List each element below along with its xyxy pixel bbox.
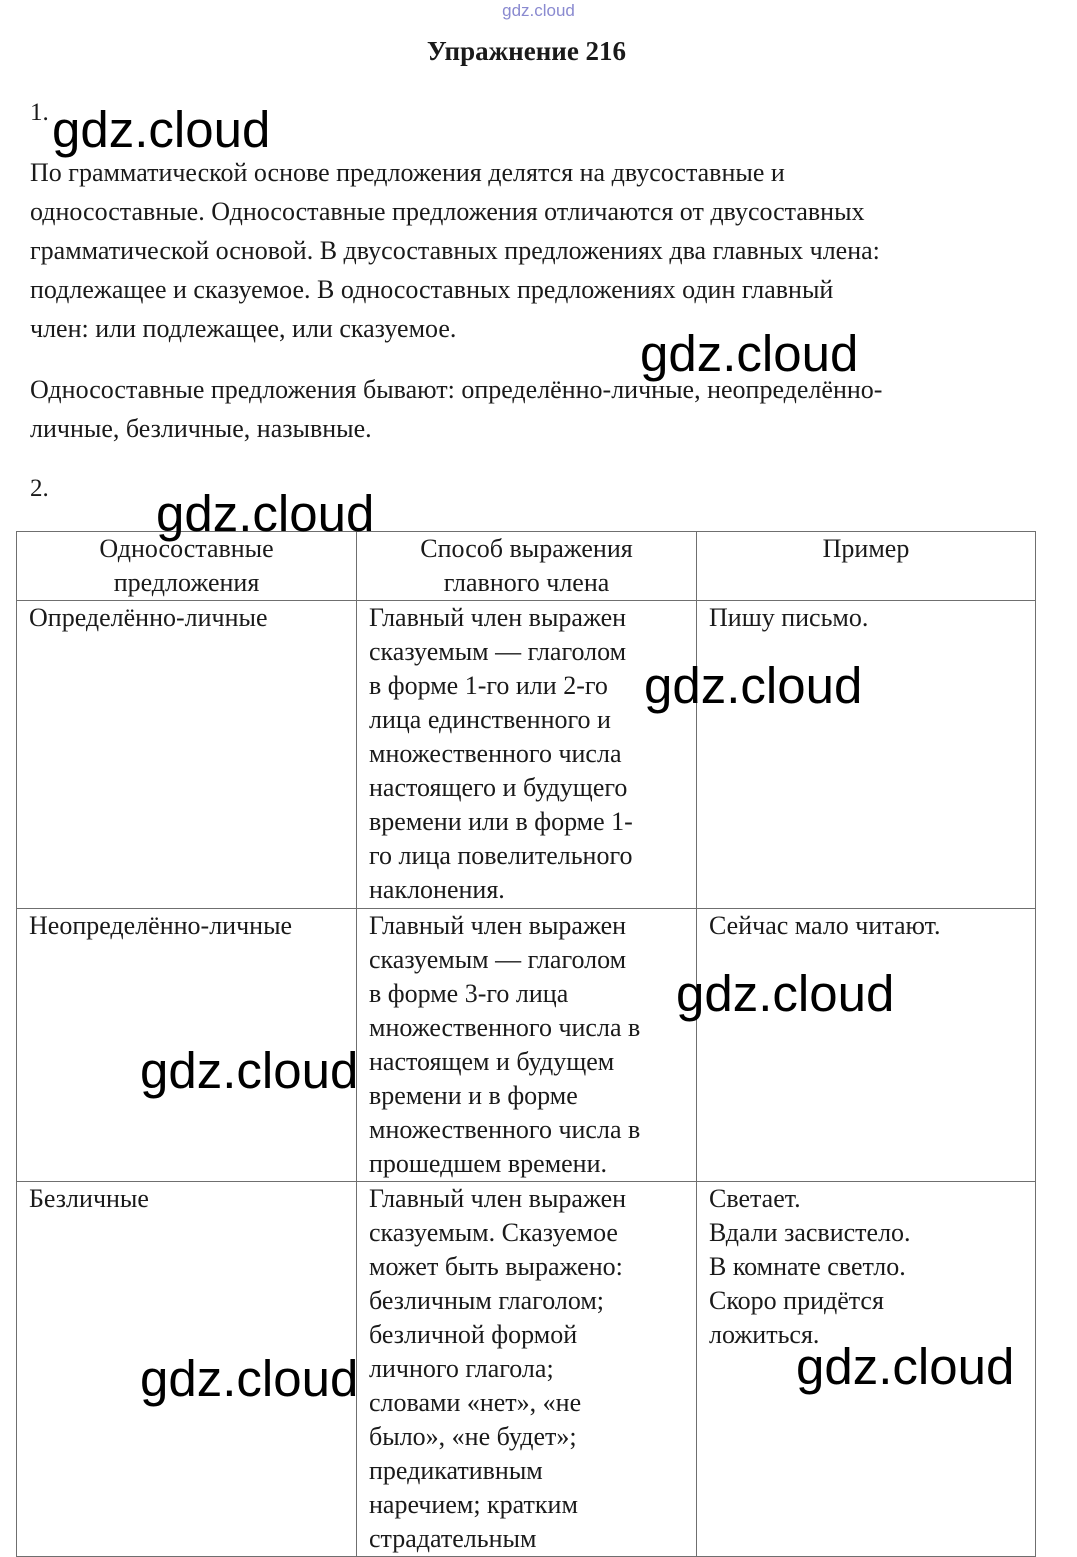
watermark: gdz.cloud	[140, 1350, 359, 1407]
text-line: подлежащее и сказуемое. В односоставных предложениях один главный	[30, 275, 834, 304]
cell-line: настоящем и будущем	[369, 1047, 615, 1076]
cell-line: безличным глаголом;	[369, 1286, 605, 1315]
cell-line: Вдали засвистело.	[709, 1218, 911, 1247]
cell-line: Скоро придётся	[709, 1286, 884, 1315]
cell-example	[697, 909, 1036, 1182]
cell-sentence-type: Безличные	[17, 1182, 357, 1557]
cell-line: настоящего и будущего	[369, 773, 628, 802]
watermark: gdz.cloud	[640, 325, 859, 382]
cell-line: предикативным	[369, 1456, 543, 1485]
cell-line: лица единственного и	[369, 705, 611, 734]
header-example	[697, 532, 1036, 601]
cell-line: словами «нет», «не	[369, 1388, 582, 1417]
cell-line: сказуемым — глаголом	[369, 945, 627, 974]
header-line: главного члена	[443, 568, 610, 597]
watermark: gdz.cloud	[796, 1338, 1015, 1395]
cell-line: Пишу письмо.	[709, 603, 869, 632]
text-line: личные, безличные, назывные.	[30, 414, 372, 443]
cell-line: в форме 3-го лица	[369, 979, 569, 1008]
cell-line: времени и в форме	[369, 1081, 578, 1110]
cell-line: Светает.	[709, 1184, 801, 1213]
cell-line: Сейчас мало читают.	[709, 911, 941, 940]
cell-line: может быть выражено:	[369, 1252, 623, 1281]
text-line: грамматической основой. В двусоставных предложениях два главных члена:	[30, 236, 880, 265]
cell-line: наклонения.	[369, 875, 505, 904]
cell-example	[697, 601, 1036, 909]
cell-line: Главный член выражен	[369, 1184, 627, 1213]
site-label: gdz.cloud	[502, 1, 575, 20]
cell-line: безличной формой	[369, 1320, 578, 1349]
section-1-paragraph-1	[30, 153, 1020, 348]
watermark: gdz.cloud	[676, 965, 895, 1022]
section-2-number: 2.	[30, 475, 49, 502]
watermark: gdz.cloud	[140, 1042, 359, 1099]
exercise-title: Упражнение 216	[426, 36, 627, 66]
cell-line: Главный член выражен	[369, 603, 627, 632]
cell-method	[357, 601, 697, 909]
cell-line: личного глагола;	[369, 1354, 554, 1383]
cell-sentence-type: Определённо-личные	[17, 601, 357, 909]
section-1-paragraph-2	[30, 370, 1020, 448]
watermark: gdz.cloud	[52, 101, 271, 158]
cell-line: множественного числа в	[369, 1013, 641, 1042]
cell-line: в форме 1-го или 2-го	[369, 671, 608, 700]
text-line: По грамматической основе предложения делятся на двусоставные и	[30, 158, 785, 187]
cell-line: страдательным	[369, 1524, 537, 1553]
cell-line: прошедшем времени.	[369, 1149, 608, 1178]
header-line: Пример	[822, 534, 910, 563]
cell-line: сказуемым. Сказуемое	[369, 1218, 618, 1247]
cell-line: времени или в форме 1-	[369, 807, 633, 836]
table-row	[17, 601, 1036, 909]
cell-line: множественного числа в	[369, 1115, 641, 1144]
cell-line: го лица повелительного	[369, 841, 633, 870]
cell-line: ложиться.	[709, 1320, 820, 1349]
text-line: Односоставные предложения бывают: определённо-личные, неопределённо-	[30, 375, 883, 404]
cell-line: В комнате светло.	[709, 1252, 906, 1281]
header-line: Односоставные	[99, 534, 274, 563]
header-line: предложения	[113, 568, 260, 597]
cell-line: было», «не будет»;	[369, 1422, 577, 1451]
cell-method	[357, 1182, 697, 1557]
watermark: gdz.cloud	[644, 657, 863, 714]
cell-line: Главный член выражен	[369, 911, 627, 940]
cell-method	[357, 909, 697, 1182]
cell-sentence-type: Неопределённо-личные	[17, 909, 357, 1182]
section-1-number: 1.	[30, 99, 49, 126]
header-line: Способ выражения	[420, 534, 633, 563]
watermark: gdz.cloud	[156, 485, 375, 542]
cell-line: множественного числа	[369, 739, 622, 768]
header-expression-method	[357, 532, 697, 601]
cell-line: сказуемым — глаголом	[369, 637, 627, 666]
text-line: односоставные. Односоставные предложения отличаются от двусоставных	[30, 197, 865, 226]
text-line: член: или подлежащее, или сказуемое.	[30, 314, 457, 343]
cell-line: наречием; кратким	[369, 1490, 578, 1519]
